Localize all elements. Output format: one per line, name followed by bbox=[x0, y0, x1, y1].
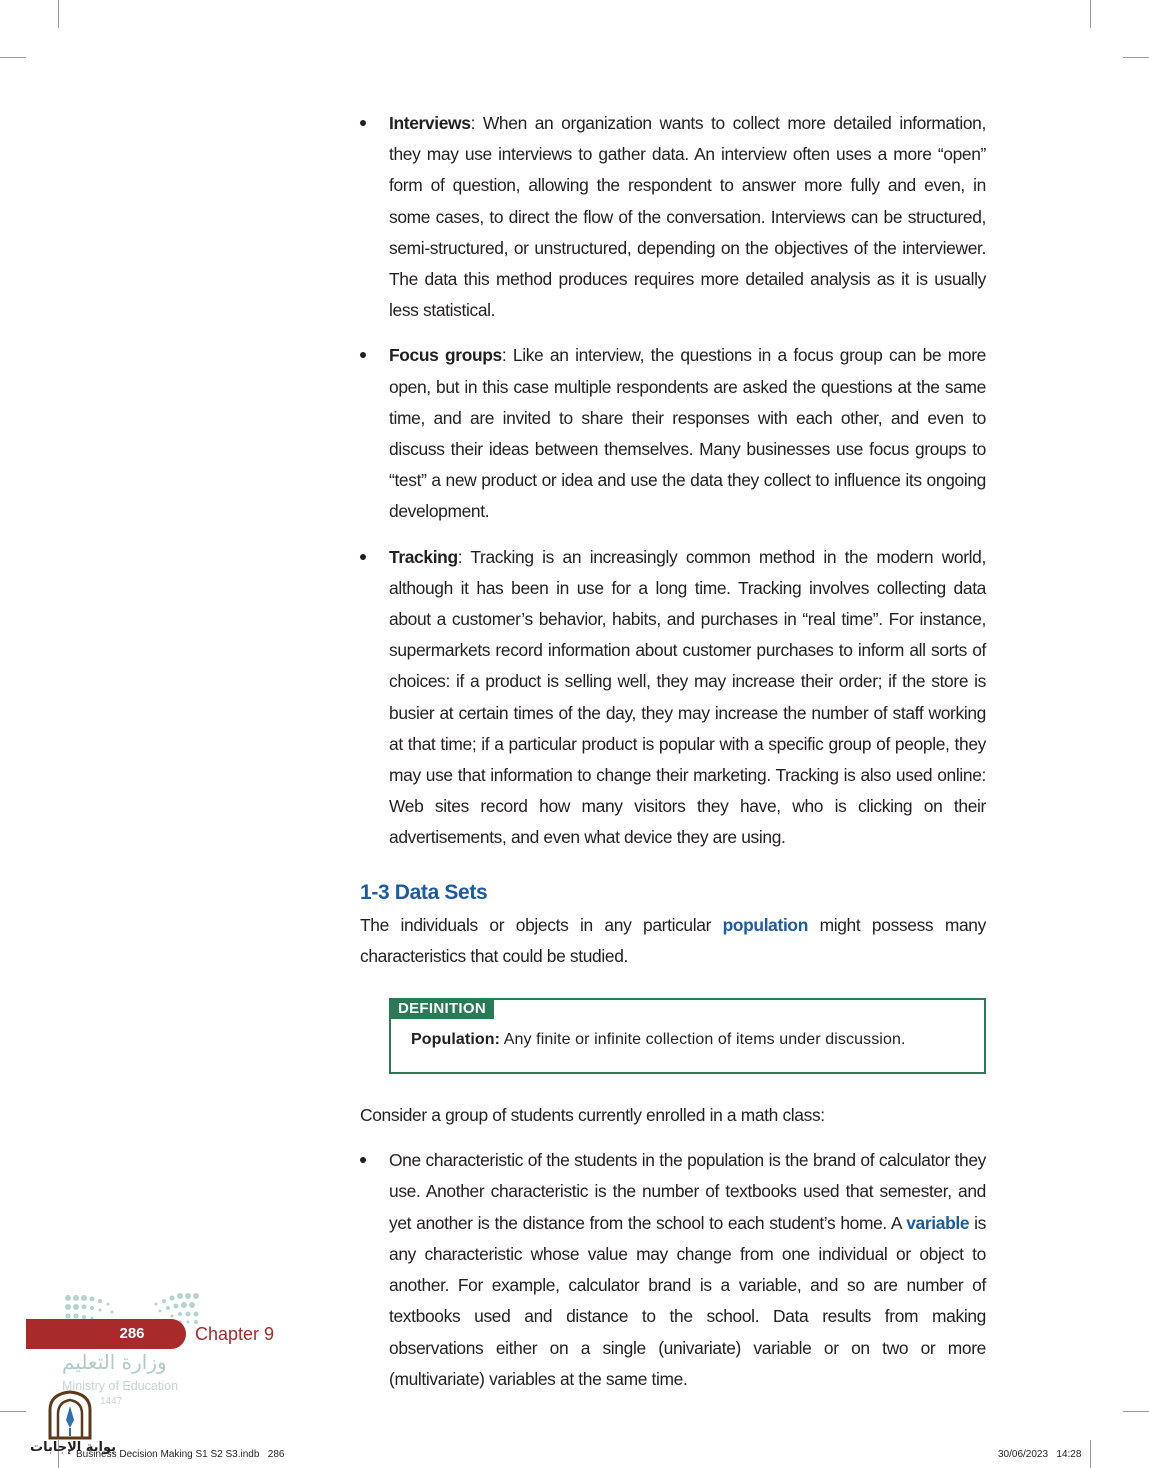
page-content bbox=[360, 108, 986, 1409]
footer-date: 30/06/2023 14:28 bbox=[998, 1449, 1082, 1460]
crop-mark bbox=[58, 0, 59, 28]
footer-filename: Business Decision Making S1 S2 S3.indb 286 bbox=[76, 1449, 285, 1460]
page-number-bar bbox=[26, 1319, 186, 1349]
site-name-arabic: بوابة الإجابات bbox=[30, 1440, 116, 1455]
bullet-term: Interviews bbox=[389, 113, 471, 133]
definition-box bbox=[389, 998, 986, 1074]
crop-mark bbox=[0, 57, 26, 58]
crop-mark bbox=[1123, 57, 1149, 58]
term-population: population bbox=[722, 914, 808, 935]
crop-mark bbox=[0, 1411, 26, 1412]
bullet-tracking bbox=[360, 542, 986, 854]
ministry-name-english: Ministry of Education bbox=[62, 1379, 179, 1393]
definition-body: Any finite or infinite collection of items under discussion. bbox=[500, 1031, 906, 1049]
crop-mark bbox=[1123, 1411, 1149, 1412]
bullet-dot-icon bbox=[360, 352, 366, 358]
section-title: 1-3 Data Sets bbox=[360, 880, 488, 904]
bullet-text: : Tracking is an increasingly common method in the modern world, although it has been in use for a long time. Tracking involves collecting data about a customer’s behavior, habits, and purchases in “real time”. For instance, supermarkets record information about customer purchases to inform all sorts of choices: if a product is selling well, they may increase their order; if the store is busier at certain times of the day, they may increase the number of staff working at that time; if a particular product is popular with a specific group of people, they may use that information to change their marketing. Tracking is also used online: Web sites record how many visitors they have, who is clicking on their advertisements, and even what device they are using. bbox=[389, 546, 986, 848]
definition-label: DEFINITION bbox=[390, 999, 494, 1019]
definition-text bbox=[411, 1028, 964, 1052]
bullet-text: is any characteristic whose value may change from one individual or object to another. For example, calculator brand is a variable, and so are number of textbooks used and distance to the school. Data results from making observations either on a single (univariate) variable or on two or more (multivariate) variables at the same time. bbox=[389, 1212, 986, 1389]
crop-mark bbox=[1090, 1440, 1091, 1468]
bullet-dot-icon bbox=[360, 1157, 366, 1163]
chapter-label: Chapter 9 bbox=[195, 1324, 275, 1344]
bullet-focus-groups bbox=[360, 340, 986, 527]
crop-mark bbox=[1090, 0, 1091, 28]
consider-text: Consider a group of students currently enrolled in a math class: bbox=[360, 1105, 825, 1126]
bullet-text: : Like an interview, the questions in a focus group can be more open, but in this case multiple respondents are asked the questions at the same time, and are invited to share their responses with each other, and even to discuss their ideas between themselves. Many businesses use focus groups to “test” a new product or idea and use the data they collect to influence its ongoing development. bbox=[389, 345, 986, 522]
bullet-dot-icon bbox=[360, 554, 366, 560]
term-variable: variable bbox=[906, 1212, 970, 1233]
mosque-logo-icon bbox=[44, 1390, 96, 1440]
bullet-text: : When an organization wants to collect more detailed information, they may use interviews to gather data. An interview often uses a more “open” form of question, allowing the respondent to answer more fully and even, in some cases, to direct the flow of the conversation. Interviews can be structured, semi-structured, or unstructured, depending on the objectives of the interviewer. The data this method produces requires more detailed analysis as it is usually less statistical. bbox=[389, 113, 986, 321]
section-intro bbox=[360, 910, 986, 972]
ministry-year: 1447 bbox=[100, 1396, 123, 1407]
page-number: 286 bbox=[119, 1325, 145, 1342]
intro-text: might possess many characteristics that could be studied. bbox=[360, 914, 986, 966]
bullet-term: Focus groups bbox=[389, 345, 502, 366]
intro-text: The individuals or objects in any particular bbox=[360, 914, 723, 935]
bullet-variable bbox=[360, 1145, 986, 1395]
bullet-interviews bbox=[360, 108, 986, 326]
bullet-dot-icon bbox=[360, 120, 366, 126]
ministry-name-arabic: وزارة التعليم bbox=[62, 1350, 167, 1374]
bullet-text: One characteristic of the students in the population is the brand of calculator they use. Another characteristic is the number of textbooks used that semester, and yet another is the distance from the school to each student’s home. A bbox=[389, 1150, 986, 1233]
definition-term: Population: bbox=[411, 1031, 501, 1049]
bullet-term: Tracking bbox=[389, 546, 458, 567]
